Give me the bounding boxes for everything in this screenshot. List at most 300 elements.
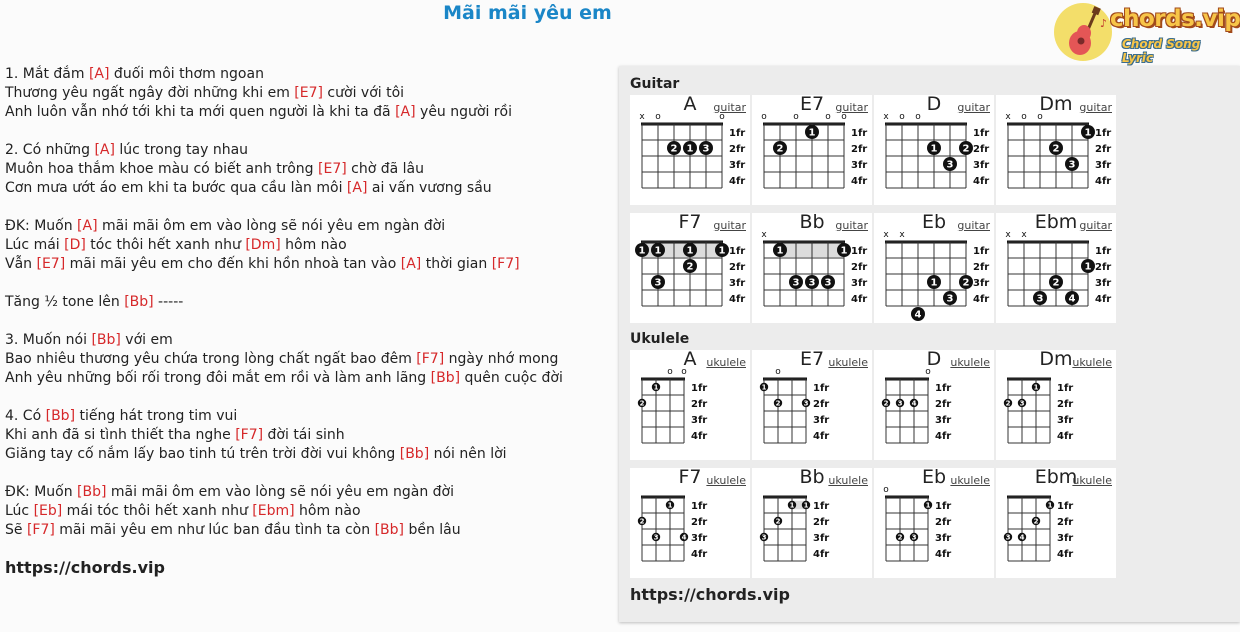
fret-label: 4fr [1095,176,1112,187]
fret-label: 3fr [935,533,952,544]
fret-label: 4fr [973,294,990,305]
lyric-blank-line [5,464,605,483]
open-string-mark: o [1037,112,1043,122]
open-string-mark: o [1021,112,1027,122]
finger-number: 2 [962,143,970,155]
chord-tag[interactable]: [A] [88,66,110,82]
muted-string-mark: x [1005,112,1011,122]
finger-number: 2 [962,277,970,289]
chord-name: F7 [678,211,702,233]
fret-label: 1fr [935,501,952,512]
fret-label: 3fr [691,415,708,426]
lyric-text: Lúc [5,503,34,519]
finger-number: 4 [681,533,687,542]
fret-label: 2fr [813,399,830,410]
fret-label: 2fr [691,399,708,410]
finger-number: 3 [702,143,710,155]
open-string-mark: o [841,112,847,122]
logo-name: chords.vip [1110,6,1240,32]
chord-name: D [926,348,942,370]
fretboard-grid [996,350,1116,460]
finger-number: 3 [1036,293,1044,305]
guitar-link[interactable]: guitar [835,219,868,232]
chord-tag[interactable]: [A] [346,180,368,196]
finger-number: 3 [1019,399,1025,408]
guitar-chord-diagram-bb[interactable] [752,213,872,323]
chord-tag[interactable]: [A] [400,256,422,272]
finger-number: 3 [946,293,954,305]
guitar-chord-diagram-eb[interactable] [874,213,994,323]
ukulele-chord-diagram-ebm[interactable] [996,468,1116,578]
chord-tag[interactable]: [Bb] [45,408,76,424]
fretboard-grid [630,213,750,323]
fret-label: 3fr [1095,160,1112,171]
fret-label: 1fr [729,246,746,257]
ukulele-chord-diagram-e7[interactable] [752,350,872,460]
lyric-text: Anh luôn vẫn nhớ tới khi ta mới quen người là khi ta đã [5,104,396,120]
chord-tag[interactable]: [Bb] [124,294,154,310]
ukulele-chord-diagram-a[interactable] [630,350,750,460]
fret-label: 2fr [935,399,952,410]
fretboard-grid [752,350,872,460]
lyric-text: tiếng hát trong tim vui [75,408,238,424]
finger-number: 1 [1084,127,1092,139]
ukulele-chord-diagram-f7[interactable] [630,468,750,578]
fret-label: 2fr [1057,517,1074,528]
finger-number: 1 [653,383,659,392]
chord-tag[interactable]: [Bb] [430,370,461,386]
finger-number: 3 [803,399,809,408]
finger-number: 4 [914,309,922,321]
open-string-mark: o [925,367,931,377]
guitar-link[interactable]: guitar [713,101,746,114]
chord-tag[interactable]: [Bb] [374,522,404,538]
lyric-text: Giăng tay cố nắm lấy bao tinh tú trên trời đời vui không [5,446,400,462]
finger-number: 1 [789,501,795,510]
fretboard-grid [996,213,1116,323]
lyric-text: ĐK: Muốn [5,218,78,234]
finger-number: 3 [808,277,816,289]
guitar-link[interactable]: guitar [1079,101,1112,114]
chart-site-url-link[interactable]: https://chords.vip [630,585,790,604]
finger-number: 3 [1005,533,1011,542]
lyric-text: 1. Mắt đắm [5,66,89,82]
lyric-text: Khi anh đã si tình thiết tha nghe [5,427,236,443]
open-string-mark: o [667,367,673,377]
fretboard-grid [752,468,872,578]
ukulele-section-label: Ukulele [630,331,690,347]
fret-label: 4fr [935,431,952,442]
fret-label: 1fr [1057,383,1074,394]
muted-string-mark: x [1005,230,1011,240]
chord-name: Dm [1039,93,1073,115]
chord-chart-panel [619,66,1240,622]
lyric-text: Tăng ½ tone lên [5,294,125,310]
finger-number: 3 [761,533,767,542]
lyric-text: Sẽ [5,522,27,538]
fret-label: 1fr [973,128,990,139]
guitar-link[interactable]: guitar [835,101,868,114]
open-string-mark: o [655,112,661,122]
chord-tag[interactable]: [E7] [318,161,347,177]
finger-number: 2 [686,261,694,273]
fret-label: 2fr [813,517,830,528]
fret-label: 4fr [851,176,868,187]
open-string-mark: o [793,112,799,122]
ukulele-link[interactable]: ukulele [1072,474,1112,487]
ukulele-chord-diagram-dm[interactable] [996,350,1116,460]
lyric-line [5,217,605,236]
muted-string-mark: x [883,230,889,240]
lyric-text: đời tái sinh [263,427,345,443]
chord-tag[interactable]: [F7] [26,522,55,538]
chord-tag[interactable]: [Dm] [245,237,281,253]
finger-number: 1 [638,245,646,257]
lyric-text: mãi mãi yêu em cho đến khi hồn nhoà tan vào [65,256,401,272]
lyric-text: ngày nhớ mong [444,351,559,367]
fret-label: 4fr [729,294,746,305]
chords-vip-logo[interactable] [1054,3,1240,65]
svg-text:♪: ♪ [1100,17,1108,30]
lyric-text: thời gian [421,256,492,272]
fretboard-grid [874,350,994,460]
lyric-line [5,179,605,198]
lyric-text: Thương yêu ngất ngây đời những khi em [5,85,295,101]
fret-label: 2fr [729,144,746,155]
fretboard-grid [996,468,1116,578]
ukulele-chord-diagram-eb[interactable] [874,468,994,578]
guitar-chord-diagram-a[interactable] [630,95,750,205]
ukulele-link[interactable]: ukulele [828,474,868,487]
chord-tag[interactable]: [A] [395,104,416,120]
muted-string-mark: x [883,112,889,122]
finger-number: 2 [1052,143,1060,155]
finger-number: 3 [653,533,659,542]
lyric-line [5,521,605,540]
fret-label: 1fr [973,246,990,257]
chord-name: Bb [799,466,825,488]
logo-tagline: Chord Song Lyric [1122,37,1201,65]
lyric-text: ĐK: Muốn [5,484,78,500]
fretboard-grid [752,95,872,205]
finger-number: 2 [883,399,889,408]
lyric-text: 4. Có [5,408,46,424]
lyric-line [5,65,605,84]
lyric-text: mái tóc thôi hết xanh như [62,503,253,519]
finger-number: 1 [1047,501,1053,510]
fret-label: 2fr [935,517,952,528]
fretboard-grid [874,95,994,205]
fret-label: 3fr [1057,415,1074,426]
chord-name: E7 [799,348,825,370]
open-string-mark: o [899,112,905,122]
chord-name: A [683,348,697,370]
fret-label: 3fr [1095,278,1112,289]
fret-label: 1fr [729,128,746,139]
guitar-link[interactable]: guitar [713,219,746,232]
fret-label: 4fr [691,549,708,560]
fret-label: 2fr [1057,399,1074,410]
finger-number: 2 [670,143,678,155]
lyrics-block [5,65,605,540]
lyric-line [5,160,605,179]
fret-label: 1fr [691,501,708,512]
fret-label: 2fr [1095,262,1112,273]
ukulele-chord-diagram-d[interactable] [874,350,994,460]
finger-number: 2 [1052,277,1060,289]
chord-name: Dm [1039,348,1073,370]
chord-name: D [926,93,942,115]
fret-label: 1fr [1095,128,1112,139]
fret-label: 1fr [813,383,830,394]
finger-number: 3 [824,277,832,289]
chord-tag[interactable]: [F7] [416,351,445,367]
chord-tag[interactable]: [E7] [36,256,66,272]
finger-number: 1 [1033,383,1039,392]
lyric-text: bền lâu [404,522,461,538]
guitar-chord-diagram-dm[interactable] [996,95,1116,205]
ukulele-link[interactable]: ukulele [706,474,746,487]
guitar-link[interactable]: guitar [957,219,990,232]
fret-label: 1fr [1057,501,1074,512]
lyric-text: 3. Muốn nói [5,332,92,348]
finger-number: 2 [776,143,784,155]
finger-number: 1 [803,501,809,510]
lyric-text: Vẫn [5,256,37,272]
fret-label: 1fr [851,128,868,139]
fret-label: 2fr [691,517,708,528]
fret-label: 4fr [813,549,830,560]
finger-number: 3 [792,277,800,289]
fret-label: 3fr [729,160,746,171]
fret-label: 1fr [935,383,952,394]
finger-number: 1 [808,127,816,139]
lyric-line [5,502,605,521]
lyric-blank-line [5,274,605,293]
guitar-link[interactable]: guitar [957,101,990,114]
fret-label: 4fr [973,176,990,187]
ukulele-link[interactable]: ukulele [1072,356,1112,369]
fret-label: 2fr [973,144,990,155]
open-string-mark: o [775,367,781,377]
chord-tag[interactable]: [Bb] [91,332,121,348]
lyric-text: Muôn hoa thắm khoe màu có biết anh trông [5,161,319,177]
open-string-mark: o [825,112,831,122]
open-string-mark: o [719,112,725,122]
guitar-chord-diagram-d[interactable] [874,95,994,205]
fret-label: 1fr [813,501,830,512]
open-string-mark: o [761,112,767,122]
fret-label: 1fr [1095,246,1112,257]
fret-label: 2fr [1095,144,1112,155]
fret-label: 3fr [973,160,990,171]
site-url-link[interactable]: https://chords.vip [5,558,165,577]
finger-number: 4 [1068,293,1076,305]
fret-label: 3fr [1057,533,1074,544]
ukulele-chord-diagram-bb[interactable] [752,468,872,578]
ukulele-link[interactable]: ukulele [950,474,990,487]
fret-label: 4fr [935,549,952,560]
chord-tag[interactable]: [A] [94,142,115,158]
finger-number: 1 [1084,261,1092,273]
fretboard-grid [630,95,750,205]
lyric-text: quên cuộc đời [460,370,563,386]
chord-name: E7 [799,93,825,115]
lyric-blank-line [5,388,605,407]
lyric-line [5,293,605,312]
chord-tag[interactable]: [E7] [294,85,323,101]
chord-name: Eb [921,466,947,488]
fret-label: 1fr [691,383,708,394]
muted-string-mark: x [899,230,905,240]
finger-number: 1 [761,383,767,392]
fret-label: 3fr [813,533,830,544]
muted-string-mark: x [639,112,645,122]
fret-label: 4fr [691,431,708,442]
fret-label: 1fr [851,246,868,257]
lyric-line [5,236,605,255]
lyric-line [5,331,605,350]
lyric-text: ----- [153,294,184,310]
chord-tag[interactable]: [F7] [491,256,520,272]
lyric-line [5,426,605,445]
finger-number: 2 [639,399,645,408]
finger-number: 1 [840,245,848,257]
finger-number: 2 [775,517,781,526]
lyric-text: lúc trong tay nhau [114,142,249,158]
ukulele-link[interactable]: ukulele [950,356,990,369]
lyric-line [5,141,605,160]
finger-number: 1 [654,245,662,257]
lyric-line [5,483,605,502]
fret-label: 2fr [729,262,746,273]
ukulele-link[interactable]: ukulele [828,356,868,369]
muted-string-mark: x [761,230,767,240]
finger-number: 3 [897,399,903,408]
chord-name: Ebm [1034,211,1078,233]
finger-number: 1 [667,501,673,510]
lyric-text: yêu người rồi [415,104,512,120]
finger-number: 3 [946,159,954,171]
chord-name: A [683,93,697,115]
fret-label: 4fr [813,431,830,442]
lyric-blank-line [5,198,605,217]
lyric-text: nói nên lời [429,446,507,462]
chord-name: Eb [921,211,947,233]
fret-label: 4fr [1095,294,1112,305]
lyric-text: tóc thôi hết xanh như [85,237,246,253]
muted-string-mark: x [1021,230,1027,240]
finger-number: 1 [718,245,726,257]
guitar-chord-diagram-f7[interactable] [630,213,750,323]
lyric-text: với em [120,332,173,348]
finger-number: 3 [1068,159,1076,171]
fret-label: 3fr [813,415,830,426]
lyric-line [5,350,605,369]
finger-number: 2 [775,399,781,408]
lyric-line [5,103,605,122]
finger-number: 1 [930,277,938,289]
finger-number: 4 [1019,533,1025,542]
lyric-line [5,445,605,464]
lyric-text: cười với tôi [322,85,405,101]
fret-label: 3fr [691,533,708,544]
lyric-text: mãi mãi ôm em vào lòng sẽ nói yêu em ngàn đời [97,218,446,234]
lyric-text: đuối môi thơm ngoan [109,66,264,82]
fret-label: 3fr [729,278,746,289]
chord-tag[interactable]: [Ebm] [252,503,295,519]
lyric-line [5,407,605,426]
finger-number: 1 [686,245,694,257]
lyric-text: 2. Có những [5,142,95,158]
fretboard-grid [874,213,994,323]
lyric-blank-line [5,122,605,141]
lyric-line [5,369,605,388]
finger-number: 2 [897,533,903,542]
ukulele-link[interactable]: ukulele [706,356,746,369]
lyric-text: mãi mãi ôm em vào lòng sẽ nói yêu em ngàn đời [106,484,454,500]
guitar-section-label: Guitar [630,76,680,92]
finger-number: 1 [930,143,938,155]
chord-tag[interactable]: [A] [77,218,98,234]
guitar-chord-diagram-ebm[interactable] [996,213,1116,323]
lyric-text: Anh yêu những bối rối trong đôi mắt em rồi và làm anh lãng [5,370,431,386]
fret-label: 4fr [1057,549,1074,560]
finger-number: 3 [654,277,662,289]
fretboard-grid [874,468,994,578]
fretboard-grid [752,213,872,323]
chord-name: Bb [799,211,825,233]
barre [635,243,729,257]
lyric-text: chờ đã lâu [346,161,425,177]
fret-label: 4fr [1057,431,1074,442]
fretboard-grid [630,468,750,578]
lyric-line [5,84,605,103]
chord-tag[interactable]: [Bb] [399,446,430,462]
guitar-chord-diagram-e7[interactable] [752,95,872,205]
chord-tag[interactable]: [F7] [235,427,264,443]
song-title: Mãi mãi yêu em [443,2,612,24]
fret-label: 4fr [851,294,868,305]
chord-tag[interactable]: [Eb] [33,503,63,519]
finger-number: 2 [639,517,645,526]
finger-number: 1 [686,143,694,155]
chord-name: Ebm [1034,466,1078,488]
chord-name: F7 [678,466,702,488]
lyric-blank-line [5,312,605,331]
open-string-mark: o [915,112,921,122]
guitar-link[interactable]: guitar [1079,219,1112,232]
open-string-mark: o [681,367,687,377]
chord-tag[interactable]: [D] [64,237,86,253]
chord-tag[interactable]: [Bb] [77,484,107,500]
guitar-logo-icon [1054,3,1112,61]
lyric-text: mãi mãi yêu em như lúc ban đầu tình ta còn [54,522,375,538]
finger-number: 2 [1005,399,1011,408]
finger-number: 3 [911,533,917,542]
fretboard-grid [996,95,1116,205]
fret-label: 3fr [851,160,868,171]
lyric-text: hôm nào [280,237,347,253]
open-string-mark: o [883,485,889,495]
finger-number: 1 [776,245,784,257]
lyric-text: hôm nào [294,503,361,519]
lyric-text: Cơn mưa ướt áo em khi ta bước qua cầu làn môi [5,180,347,196]
fret-label: 3fr [851,278,868,289]
fret-label: 2fr [973,262,990,273]
fretboard-grid [630,350,750,460]
finger-number: 1 [925,501,931,510]
